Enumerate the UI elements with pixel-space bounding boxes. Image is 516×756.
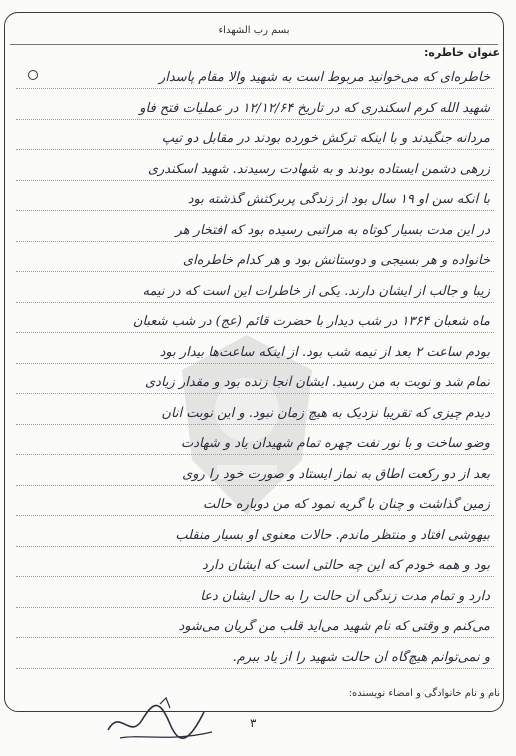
handwritten-line: دیدم چیزی که تقریبا نزدیک به هیچ زمان نبود. و این نوبت آنان (161, 405, 490, 421)
ruled-line (16, 607, 494, 608)
handwritten-line: دارد و تمام مدت زندگی آن حالت را به حال ایشان دعا (200, 588, 490, 604)
ruled-line (16, 637, 494, 638)
header-band (10, 18, 498, 45)
handwritten-line: بودم ساعت ۲ بعد از نیمه شب بود. از اینکه ساعت‌ها بیدار بود (159, 344, 490, 360)
ruled-line (16, 271, 494, 272)
ruled-line (16, 119, 494, 120)
handwritten-line: زیبا و جالب از ایشان دارند. یکی از خاطرات این است که در نیمه (142, 283, 490, 299)
handwritten-line: مردانه جنگیدند و با اینکه ترکش خورده بودند در مقابل دو تیپ (161, 131, 490, 146)
basmala-heading: بسم رب الشهداء (218, 25, 290, 36)
ruled-line (16, 546, 494, 547)
ruled-line (16, 424, 494, 425)
memory-title-label: عنوان خاطره: (423, 46, 500, 59)
handwritten-line: ماه شعبان ۱۳۶۴ در شب دیدار با حضرت قائم (عج) در شب شعبان (132, 314, 490, 329)
ruled-line (16, 454, 494, 455)
ruled-line (16, 515, 494, 516)
handwritten-line: بود و همه خودم که این چه حالتی است که ایشان دارد (201, 558, 490, 573)
page-number: ۳ (250, 716, 257, 730)
ruled-line (16, 332, 494, 333)
ruled-line (16, 241, 494, 242)
handwritten-line: در این مدت بسیار کوتاه به مراتبی رسیده بود که افتخار هر (175, 222, 490, 238)
handwritten-line: خاطره‌ای که می‌خوانید مربوط است به شهید والا مقام پاسدار (158, 70, 490, 85)
ruled-line (16, 576, 494, 577)
ruled-line (16, 149, 494, 150)
ruled-line (16, 210, 494, 211)
handwritten-line: خانواده و هر بسیجی و دوستانش بود و هر کدام خاطره‌ای (182, 253, 490, 268)
ruled-line (16, 363, 494, 364)
ruled-line (16, 88, 494, 89)
handwritten-line: شهید الله کرم اسکندری که در تاریخ ۱۲/۱۲/۶۴ در عملیات فتح فاو (139, 100, 490, 116)
ruled-line (16, 393, 494, 394)
handwritten-line: بعد از دو رکعت اطاق به نماز ایستاد و صورت خود را روی (182, 466, 490, 482)
handwritten-line: زمین گذاشت و چنان با گریه نمود که من دوباره حالت (202, 497, 490, 512)
handwritten-line: با آنکه سن او ۱۹ سال بود از زندگی پربرکتش گذشته بود (187, 192, 490, 207)
handwritten-line: وضو ساخت و با نور نفت چهره تمام شهیدان یاد و شهادت (180, 436, 490, 451)
handwritten-line: تمام شد و نوبت به من رسید. ایشان آنجا زنده بود و مقدار زیادی (145, 375, 490, 390)
ruled-line (16, 180, 494, 181)
handwritten-line: می‌کنم و وقتی که نام شهید می‌آید قلب من گریان می‌شود (178, 619, 490, 634)
signature-label: نام و نام خانوادگی و امضاء نویسنده: (348, 688, 500, 699)
handwritten-line: و نمی‌توانم هیچ‌گاه آن حالت شهید را از یاد ببرم. (232, 649, 490, 665)
ruled-line (16, 485, 494, 486)
handwritten-signature (100, 690, 220, 750)
handwritten-line: زرهی دشمن ایستاده بودند و به شهادت رسیدند. شهید اسکندری (147, 161, 490, 177)
handwritten-memory-area (16, 66, 494, 676)
handwritten-line: بیهوشی افتاد و منتظر ماندم. حالات معنوی او بسیار منقلب (175, 527, 490, 543)
ruled-line (16, 302, 494, 303)
ruled-line (16, 668, 494, 669)
